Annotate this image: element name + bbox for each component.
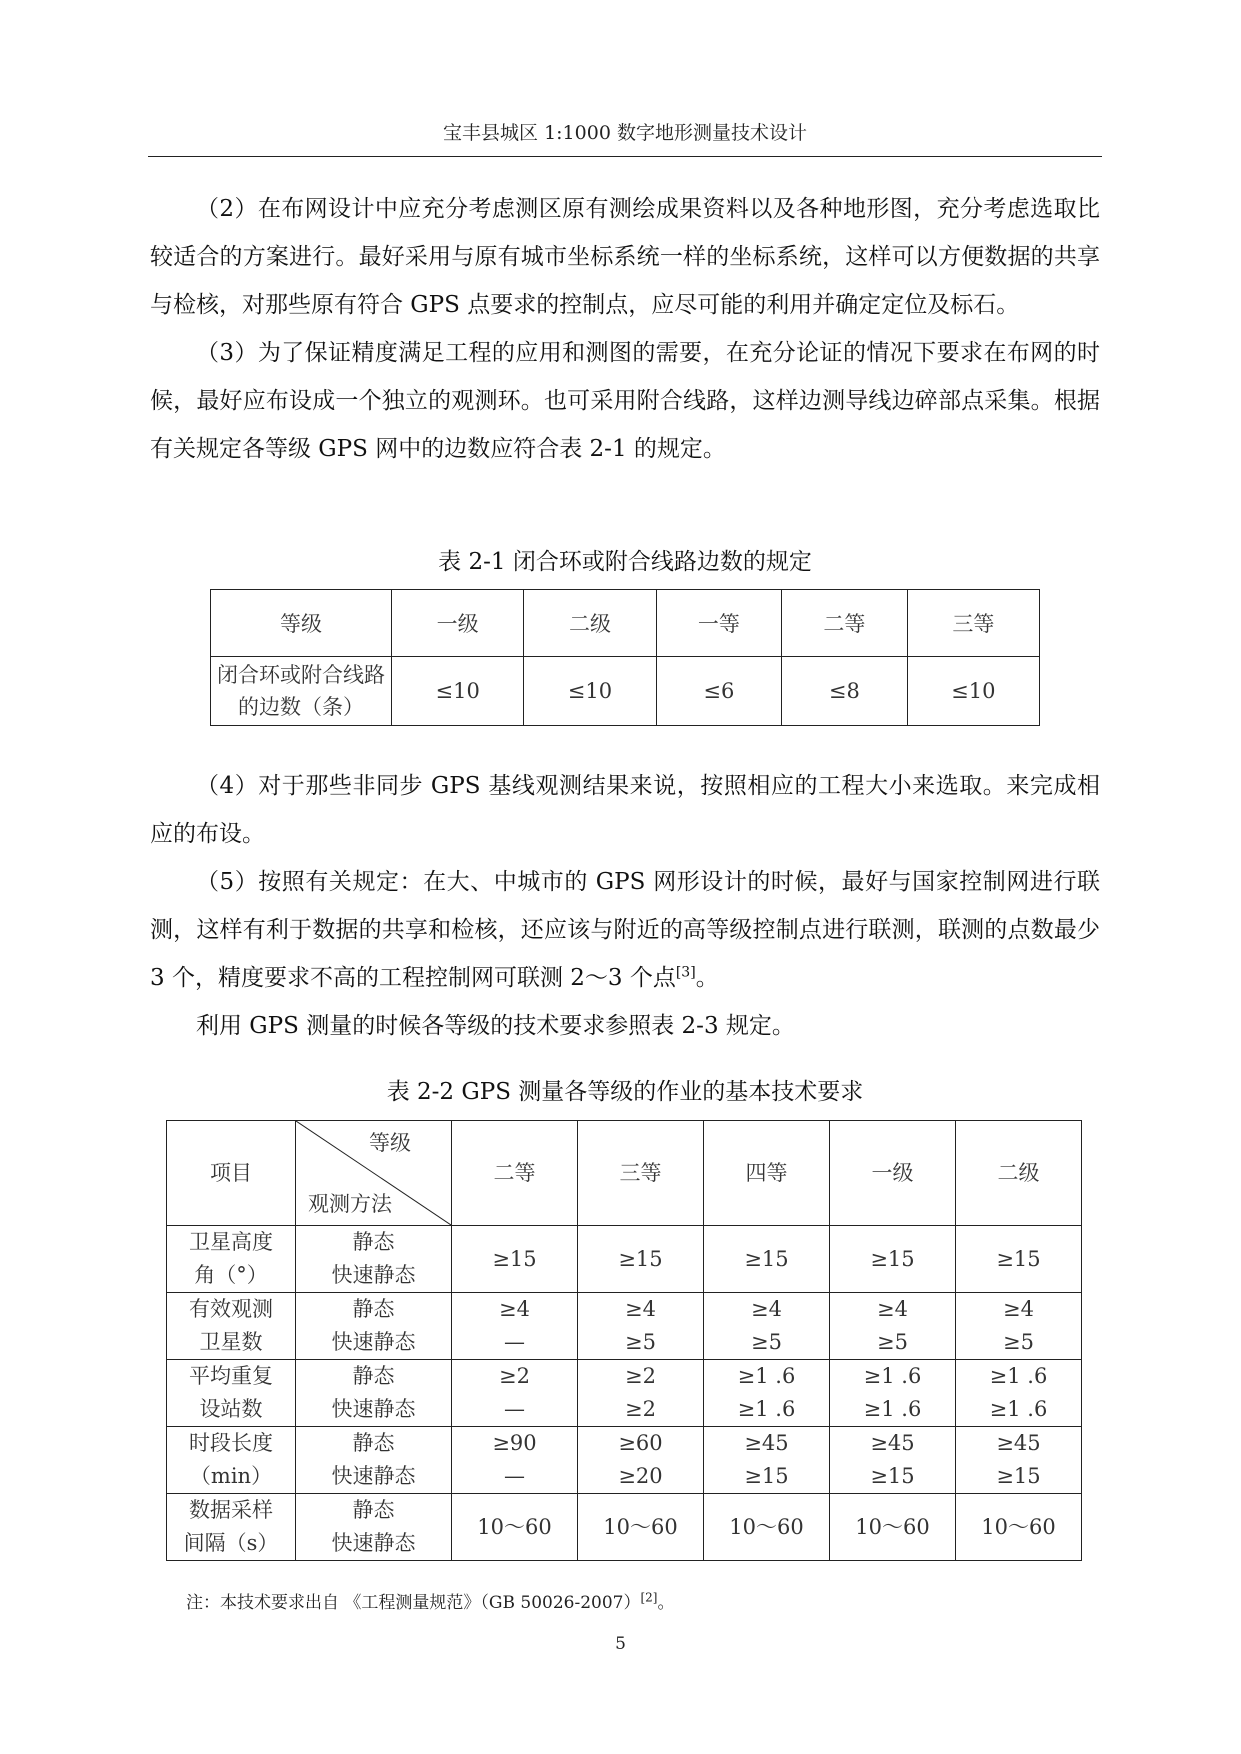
table-2-value-cell-line: 10～60: [981, 1514, 1056, 1539]
table-2-row: [167, 1226, 1082, 1293]
table-2-value-cell: [578, 1226, 704, 1293]
table-2-value-cell-line: ≥4: [499, 1297, 530, 1321]
table-2-row: [167, 1494, 1082, 1561]
table-2-method-cell: [296, 1427, 452, 1494]
table-2-value-cell: [578, 1293, 704, 1360]
table-2-value-cell: [704, 1293, 830, 1360]
table-2-value-cell-line: —: [504, 1330, 525, 1354]
table-2-value-cell-line: ≥5: [877, 1330, 908, 1354]
note-text: 注：本技术要求出自 《工程测量规范》（GB 50026-2007）: [186, 1593, 641, 1613]
table-2-header-row: [167, 1121, 1082, 1226]
table-2-value-cell-line: ≥4: [1003, 1297, 1034, 1321]
table-2-method-cell-line: 静态: [352, 1364, 395, 1388]
table-2-item-header: 项目: [167, 1121, 296, 1226]
table-2-row: [167, 1293, 1082, 1360]
table-2-value-cell-line: 10～60: [729, 1514, 804, 1539]
paragraph-4: （4）对于那些非同步 GPS 基线观测结果来说，按照相应的工程大小来选取。来完成相应的布设。: [150, 773, 1100, 847]
table-2-value-cell-line: 10～60: [603, 1514, 678, 1539]
table-2-value-cell-line: ≥15: [492, 1246, 537, 1271]
table-2-grade-header: 四等: [704, 1121, 830, 1226]
table-2-value-cell: [830, 1226, 956, 1293]
table-2-value-cell: [578, 1427, 704, 1494]
table-1-header-cell: 三等: [907, 590, 1039, 657]
table-1-value: ≤10: [392, 657, 524, 726]
table-2-method-cell: [296, 1494, 452, 1561]
paragraph-2: （2）在布网设计中应充分考虑测区原有测绘成果资料以及各种地形图，充分考虑选取比较适合的方案进行。最好采用与原有城市坐标系统一样的坐标系统，这样可以方便数据的共享与检核，对那些原有符合 GPS 点要求的控制点，应尽可能的利用并确定定位及标石。: [150, 196, 1100, 318]
paragraph-5-end: 。: [695, 965, 719, 991]
table-2-value-cell-line: ≥1 .6: [863, 1364, 922, 1388]
table-2-value-cell-line: ≥15: [618, 1246, 663, 1271]
table-2-value-cell: [452, 1427, 578, 1494]
table-2-item-cell-line: 有效观测: [189, 1297, 273, 1321]
table-2-grade-header: 二级: [956, 1121, 1082, 1226]
header-divider: [148, 156, 1102, 157]
table-1-value: ≤8: [782, 657, 908, 726]
table-2-value-cell-line: ≥1 .6: [863, 1397, 922, 1421]
table-2-value-cell: [452, 1226, 578, 1293]
paragraph-3: （3）为了保证精度满足工程的应用和测图的需要，在充分论证的情况下要求在布网的时候，最好应布设成一个独立的观测环。也可采用附合线路，这样边测导线边碎部点采集。根据有关规定各等级 GPS 网中的边数应符合表 2-1 的规定。: [150, 340, 1100, 462]
note-ref: [2]: [640, 1590, 658, 1605]
table-2-item-cell-line: 设站数: [199, 1397, 263, 1421]
table-1-value: ≤10: [524, 657, 656, 726]
table-1-value: ≤10: [907, 657, 1039, 726]
table-1-header-cell: 等级: [211, 590, 392, 657]
table-2-grade-header: 二等: [452, 1121, 578, 1226]
table-2-value-cell-line: ≥15: [744, 1464, 789, 1488]
note-end: 。: [657, 1593, 675, 1613]
table-2-method-cell-line: 静态: [352, 1498, 395, 1522]
table-1-row: [211, 657, 1040, 726]
table-2-value-cell-line: ≥60: [618, 1431, 663, 1455]
table-2-value-cell-line: ≥4: [751, 1297, 782, 1321]
table-2-item-cell-line: （min）: [189, 1464, 273, 1488]
table-2-item-cell-line: 间隔（s）: [183, 1531, 279, 1555]
table-2-method-cell: [296, 1360, 452, 1427]
table-2-value-cell-line: ≥5: [751, 1330, 782, 1354]
table-2-item-cell-line: 平均重复: [189, 1364, 273, 1388]
table-2-caption: 表 2-2 GPS 测量各等级的作业的基本技术要求: [386, 1079, 864, 1105]
table-2-value-cell-line: ≥4: [877, 1297, 908, 1321]
table-2-item-cell-line: 卫星高度: [189, 1230, 273, 1254]
table-2-method-cell: [296, 1293, 452, 1360]
table-2-value-cell-line: 10～60: [855, 1514, 930, 1539]
table-2-item-cell-line: 时段长度: [189, 1431, 273, 1455]
table-2-value-cell-line: ≥1 .6: [989, 1397, 1048, 1421]
table-2-value-cell-line: ≥5: [625, 1330, 656, 1354]
table-2-diagonal-header: [296, 1121, 452, 1226]
table-2-value-cell-line: ≥15: [996, 1464, 1041, 1488]
table-2-value-cell-line: —: [504, 1464, 525, 1488]
table-2-method-cell-line: 静态: [352, 1431, 395, 1455]
table-1-header-cell: 一级: [392, 590, 524, 657]
table-2-item-cell-line: 角（°）: [194, 1263, 268, 1287]
table-2-value-cell: [956, 1494, 1082, 1561]
table-2-item-cell: [167, 1360, 296, 1427]
table-2-value-cell-line: ≥45: [870, 1431, 915, 1455]
table-2-value-cell-line: ≥45: [996, 1431, 1041, 1455]
table-1: [210, 589, 1040, 726]
table-2-value-cell: [956, 1360, 1082, 1427]
table-2-value-cell-line: —: [504, 1397, 525, 1421]
table-2-method-cell-line: 快速静态: [331, 1464, 416, 1488]
table-2-item-cell: [167, 1494, 296, 1561]
paragraph-6: 利用 GPS 测量的时候各等级的技术要求参照表 2-3 规定。: [196, 1013, 795, 1039]
table-2-value-cell: [956, 1226, 1082, 1293]
table-2-value-cell-line: ≥1 .6: [737, 1397, 796, 1421]
table-2-value-cell-line: ≥15: [870, 1464, 915, 1488]
table-2-value-cell: [830, 1293, 956, 1360]
body-block-2: [150, 762, 1100, 1050]
table-2-method-cell: [296, 1226, 452, 1293]
table-2-method-cell-line: 快速静态: [331, 1263, 416, 1287]
table-2-body: [167, 1226, 1082, 1561]
citation-ref: [3]: [675, 964, 696, 981]
table-2-value-cell-line: ≥2: [625, 1364, 656, 1388]
running-header: 宝丰县城区 1:1000 数字地形测量技术设计: [443, 122, 807, 144]
table-2-value-cell: [830, 1427, 956, 1494]
page-number: 5: [615, 1634, 626, 1654]
table-2-item-cell: [167, 1293, 296, 1360]
paragraph-5: [150, 858, 1100, 1002]
table-2-value-cell-line: ≥20: [618, 1464, 663, 1488]
table-2-value-cell-line: ≥1 .6: [989, 1364, 1048, 1388]
table-1-header-cell: 一等: [656, 590, 782, 657]
table-2-value-cell-line: ≥4: [625, 1297, 656, 1321]
table-2-row: [167, 1360, 1082, 1427]
table-1-row-label: [211, 657, 392, 726]
table-2-value-cell-line: ≥5: [1003, 1330, 1034, 1354]
table-2-value-cell-line: ≥45: [744, 1431, 789, 1455]
table-1-header-cell: 二级: [524, 590, 656, 657]
table-1-caption: 表 2-1 闭合环或附合线路边数的规定: [438, 549, 812, 575]
table-2-value-cell: [830, 1360, 956, 1427]
row-label-line: 的边数（条）: [238, 695, 364, 719]
table-2-value-cell: [956, 1293, 1082, 1360]
table-2-row: [167, 1427, 1082, 1494]
table-2-item-cell-line: 卫星数: [199, 1330, 263, 1354]
table-1-value: ≤6: [656, 657, 782, 726]
table-2-value-cell: [452, 1360, 578, 1427]
table-2-value-cell: [578, 1360, 704, 1427]
table-2-item-cell-line: 数据采样: [189, 1498, 273, 1522]
table-2-value-cell-line: ≥2: [625, 1397, 656, 1421]
table-note: [186, 1588, 674, 1613]
table-2-method-cell-line: 静态: [352, 1297, 395, 1321]
row-label-line: 闭合环或附合线路: [217, 663, 385, 687]
body-block-1: [150, 185, 1100, 473]
table-2-item-cell: [167, 1427, 296, 1494]
table-2-grade-header: 三等: [578, 1121, 704, 1226]
table-2: [166, 1120, 1082, 1561]
diagonal-header-method: 观测方法: [308, 1192, 392, 1216]
table-2-value-cell: [704, 1226, 830, 1293]
table-2-value-cell: [704, 1427, 830, 1494]
table-2-value-cell: [956, 1427, 1082, 1494]
table-2-method-cell-line: 快速静态: [331, 1531, 416, 1555]
table-2-value-cell-line: ≥90: [492, 1431, 537, 1455]
table-1-header-cell: 二等: [782, 590, 908, 657]
diagonal-header-grade: 等级: [369, 1131, 411, 1155]
table-2-value-cell: [452, 1293, 578, 1360]
table-2-grade-header: 一级: [830, 1121, 956, 1226]
table-2-method-cell-line: 快速静态: [331, 1330, 416, 1354]
table-1-header-row: [211, 590, 1040, 657]
paragraph-5-text: （5）按照有关规定：在大、中城市的 GPS 网形设计的时候，最好与国家控制网进行联测，这样有利于数据的共享和检核，还应该与附近的高等级控制点进行联测，联测的点数最少 3 个，精度要求不高的工程控制网可联测 2～3 个点: [150, 869, 1100, 991]
table-2-value-cell: [704, 1494, 830, 1561]
table-2-value-cell-line: 10～60: [477, 1514, 552, 1539]
table-2-item-cell: [167, 1226, 296, 1293]
table-2-value-cell: [704, 1360, 830, 1427]
table-2-method-cell-line: 快速静态: [331, 1397, 416, 1421]
table-2-method-cell-line: 静态: [352, 1230, 395, 1254]
table-2-value-cell-line: ≥1 .6: [737, 1364, 796, 1388]
table-2-value-cell-line: ≥2: [499, 1364, 530, 1388]
table-2-value-cell: [830, 1494, 956, 1561]
table-2-value-cell-line: ≥15: [744, 1246, 789, 1271]
table-2-value-cell-line: ≥15: [996, 1246, 1041, 1271]
table-2-value-cell-line: ≥15: [870, 1246, 915, 1271]
table-2-value-cell: [578, 1494, 704, 1561]
table-2-value-cell: [452, 1494, 578, 1561]
